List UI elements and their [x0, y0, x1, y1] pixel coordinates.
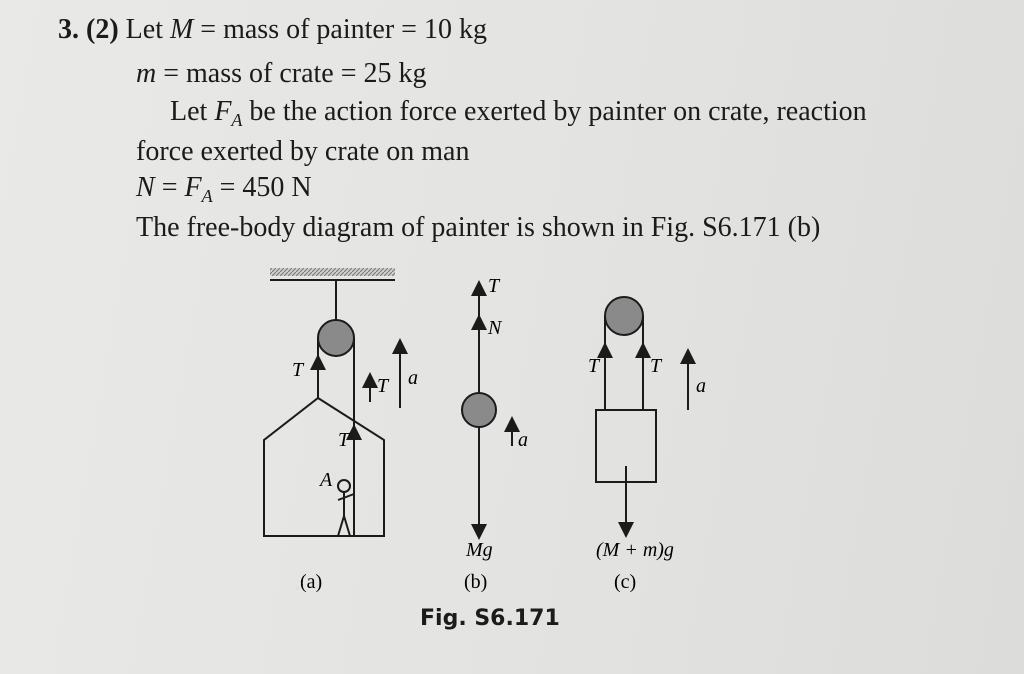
answer-option: (2): [86, 14, 119, 45]
panel-b-accel-label: a: [518, 429, 528, 451]
question-number: 3.: [58, 14, 79, 45]
panel-b-label: (b): [464, 571, 488, 593]
reaction-force-text: force exerted by crate on man: [136, 136, 470, 167]
panel-b-weight-label: Mg: [466, 539, 493, 561]
painter-figure: [338, 480, 354, 536]
panel-c-tension-right: T: [650, 355, 662, 377]
panel-c-diagram: [588, 297, 706, 593]
action-force-text: Let $F_A$ be the action force exerted by painter on crate, reaction: [170, 96, 867, 130]
normal-force-equation: $N = F_A = 450$ N: [136, 172, 312, 206]
fbd-reference-text: The free-body diagram of painter is shown in Fig. S6.171 (b): [136, 212, 821, 243]
panel-b-normal-label: N: [488, 317, 502, 339]
panel-a-accel-label: a: [408, 367, 418, 389]
panel-a-tension-inner: T: [338, 429, 350, 451]
panel-b-tension-label: T: [488, 275, 500, 297]
panel-a-label: (a): [300, 571, 323, 593]
panel-c-tension-left: T: [588, 355, 600, 377]
panel-a-tension-left: T: [292, 359, 304, 381]
crate-outline: [264, 398, 384, 536]
mass-painter-text: Let M = mass of painter = 10 kg: [125, 14, 487, 45]
panel-a-diagram: [264, 268, 418, 593]
pulley-icon: [605, 297, 643, 335]
painter-body-dot: [462, 393, 496, 427]
panel-c-accel-label: a: [696, 375, 706, 397]
pulley-icon: [318, 320, 354, 356]
panel-c-label: (c): [614, 571, 637, 593]
panel-a-tension-right: T: [377, 375, 389, 397]
figure-caption: Fig. S6.171: [420, 606, 560, 631]
panel-c-weight-label: (M + m)g: [596, 539, 674, 561]
point-a-label: A: [320, 469, 333, 491]
mass-crate-text: m = mass of crate = 25 kg: [136, 58, 427, 89]
panel-b-diagram: [462, 275, 528, 593]
ceiling-support: [270, 268, 395, 276]
